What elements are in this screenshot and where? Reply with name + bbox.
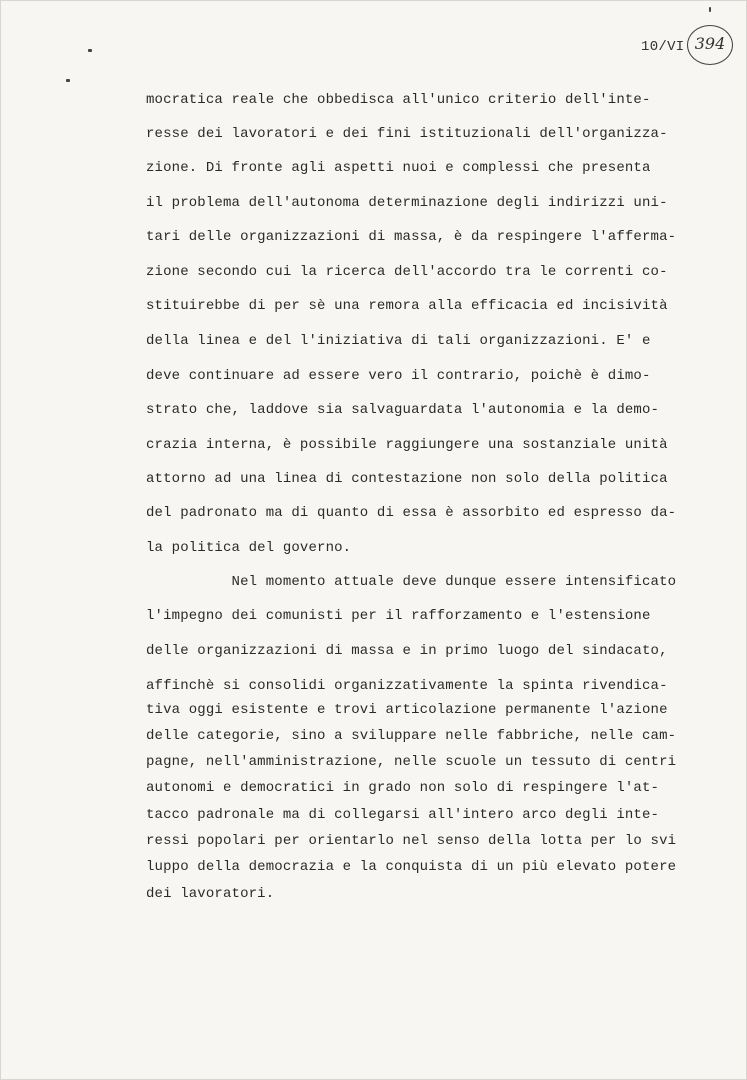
text-line: ressi popolari per orientarlo nel senso della lotta per lo svi — [146, 833, 677, 849]
text-line: zione. Di fronte agli aspetti nuoi e complessi che presenta — [146, 160, 651, 176]
text-line: la politica del governo. — [146, 540, 352, 556]
text-line: del padronato ma di quanto di essa è assorbito ed espresso da- — [146, 505, 677, 521]
text-line: tacco padronale ma di collegarsi all'intero arco degli inte- — [146, 807, 660, 823]
text-line: mocratica reale che obbedisca all'unico criterio dell'inte- — [146, 92, 651, 108]
ink-speck — [66, 79, 70, 82]
text-line: della linea e del l'iniziativa di tali organizzazioni. E' e — [146, 333, 651, 349]
text-line: pagne, nell'amministrazione, nelle scuole un tessuto di centri — [146, 754, 677, 770]
page-folio: 10/VI — [641, 39, 685, 55]
text-line: luppo della democrazia e la conquista di un più elevato potere — [146, 859, 677, 875]
text-line: zione secondo cui la ricerca dell'accordo tra le correnti co- — [146, 264, 668, 280]
text-line: il problema dell'autonoma determinazione degli indirizzi uni- — [146, 195, 668, 211]
text-line: tari delle organizzazioni di massa, è da respingere l'afferma- — [146, 229, 677, 245]
text-line: l'impegno dei comunisti per il rafforzamento e l'estensione — [146, 608, 651, 624]
text-line: autonomi e democratici in grado non solo di respingere l'at- — [146, 780, 660, 796]
text-line: deve continuare ad essere vero il contrario, poichè è dimo- — [146, 368, 651, 384]
text-line: attorno ad una linea di contestazione non solo della politica — [146, 471, 668, 487]
text-line: crazia interna, è possibile raggiungere una sostanziale unità — [146, 437, 668, 453]
text-line: resse dei lavoratori e dei fini istituzionali dell'organizza- — [146, 126, 668, 142]
text-line: tiva oggi esistente e trovi articolazione permanente l'azione — [146, 702, 668, 718]
text-line: delle organizzazioni di massa e in primo luogo del sindacato, — [146, 643, 668, 659]
text-line: stituirebbe di per sè una remora alla efficacia ed incisività — [146, 298, 668, 314]
ink-speck — [709, 7, 711, 12]
text-line: strato che, laddove sia salvaguardata l'autonomia e la demo- — [146, 402, 660, 418]
text-line: affinchè si consolidi organizzativamente la spinta rivendica- — [146, 678, 668, 694]
text-line: dei lavoratori. — [146, 886, 275, 902]
page-number-stamp: 394 — [687, 25, 733, 65]
paragraph-start-line: Nel momento attuale deve dunque essere intensificato — [146, 574, 677, 590]
text-line: delle categorie, sino a sviluppare nelle fabbriche, nelle cam- — [146, 728, 677, 744]
ink-speck — [88, 49, 92, 52]
